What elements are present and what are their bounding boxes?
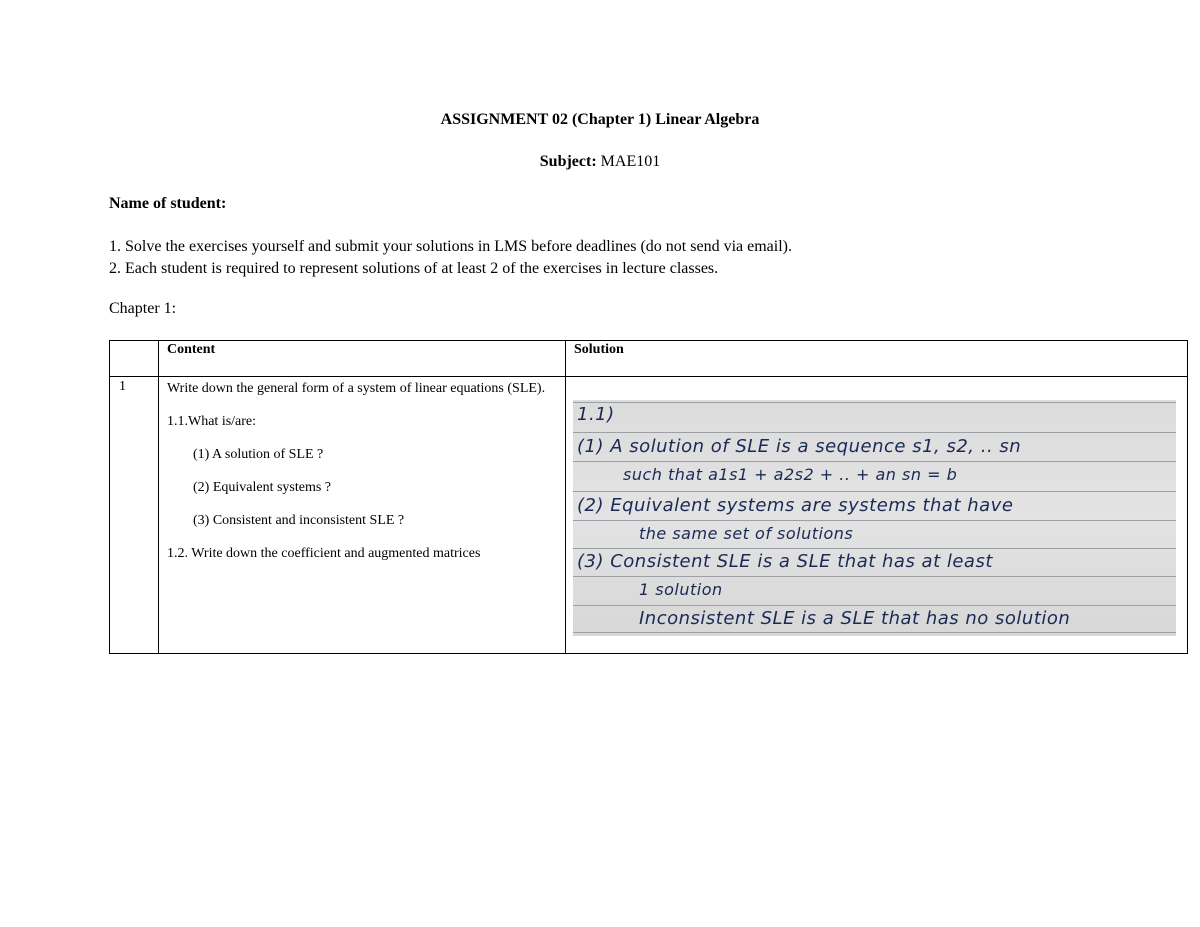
handwritten-line: 1.1) <box>577 404 615 425</box>
header-cell-content: Content <box>159 341 566 377</box>
assignment-title: ASSIGNMENT 02 (Chapter 1) Linear Algebra <box>440 111 760 128</box>
header-cell-number <box>110 341 159 377</box>
handwritten-line: Inconsistent SLE is a SLE that has no solution <box>639 608 1071 629</box>
handwritten-line: (2) Equivalent systems are systems that have <box>577 495 1014 516</box>
table-header-row <box>110 341 1188 377</box>
chapter-label: Chapter 1: <box>109 300 177 317</box>
sub-question: (1) A solution of SLE ? <box>193 447 324 462</box>
row-number: 1 <box>119 379 126 394</box>
handwritten-line: (1) A solution of SLE is a sequence s1, s2, .. sn <box>577 436 1022 457</box>
subject-value: MAE101 <box>600 153 661 170</box>
sub-question: (3) Consistent and inconsistent SLE ? <box>193 513 405 528</box>
question-intro: Write down the general form of a system of linear equations (SLE). <box>167 381 546 396</box>
row-content-cell <box>159 377 566 654</box>
handwritten-line: the same set of solutions <box>639 524 854 543</box>
handwritten-line: 1 solution <box>639 580 723 599</box>
table-row <box>110 377 1188 654</box>
instructions <box>109 236 792 280</box>
question-1-1: 1.1.What is/are: <box>167 414 257 429</box>
student-name-label: Name of student: <box>109 195 227 212</box>
instruction-item: 2. Each student is required to represent solutions of at least 2 of the exercises in lecture classes. <box>109 260 719 277</box>
subject-label: Subject: <box>539 153 597 170</box>
handwritten-line: such that a1s1 + a2s2 + .. + an sn = b <box>623 465 958 484</box>
handwritten-solution-photo <box>573 400 1176 636</box>
question-1-2: 1.2. Write down the coefficient and augmented matrices <box>167 546 481 561</box>
exercise-table <box>109 340 1188 654</box>
handwritten-line: (3) Consistent SLE is a SLE that has at least <box>577 551 993 572</box>
sub-question: (2) Equivalent systems ? <box>193 480 332 495</box>
row-solution-cell <box>566 377 1188 654</box>
header-cell-solution: Solution <box>566 341 1188 377</box>
instruction-item: 1. Solve the exercises yourself and submit your solutions in LMS before deadlines (do not send via email). <box>109 238 792 255</box>
subject-line <box>0 153 1200 171</box>
row-number-cell <box>110 377 159 654</box>
